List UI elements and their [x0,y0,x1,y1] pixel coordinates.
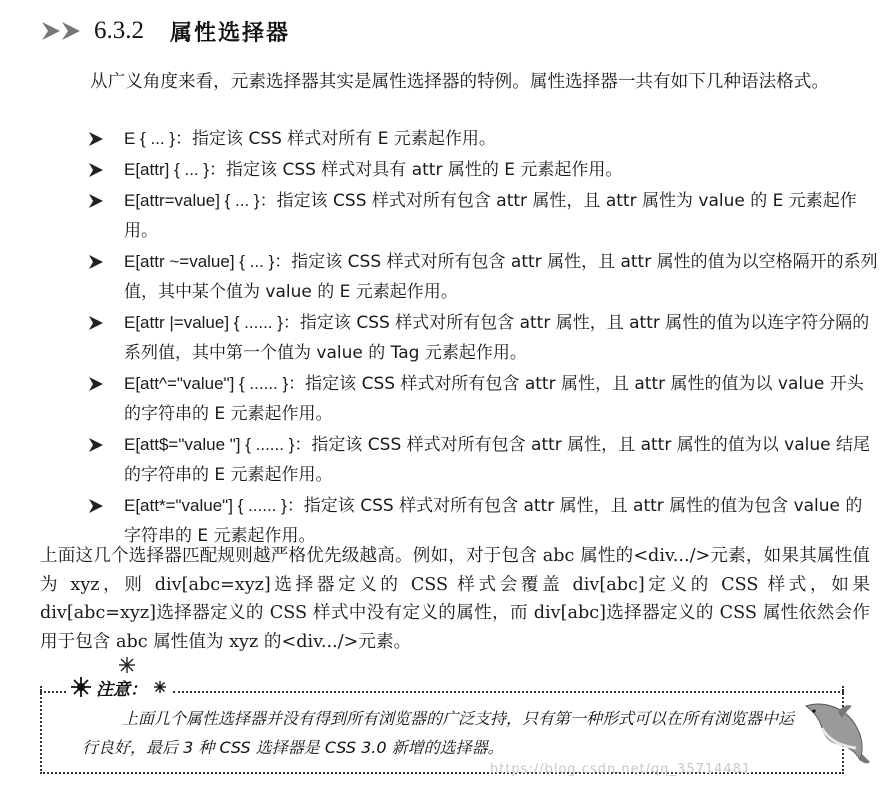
list-item [88,155,878,185]
list-item [88,430,878,490]
arrow-bullet-icon [88,437,104,453]
selector-syntax: E[attr=value] { ... } [124,191,260,210]
selector-desc: ：指定该 CSS 样式对所有包含 attr 属性，且 attr 属性的值为包含 value 的字符串的 E 元素起作用。 [124,496,863,546]
selector-desc: ：指定该 CSS 样式对所有包含 attr 属性，且 attr 属性的值为以空格隔开的系列值，其中某个值为 value 的 E 元素起作用。 [124,252,878,302]
double-chevron-icon [40,20,86,42]
note-label: 注意： [96,679,147,700]
selector-desc: ：指定该 CSS 样式对所有包含 attr 属性，且 attr 属性的值为以 value 开头的字符串的 E 元素起作用。 [124,374,864,424]
selector-list [88,124,878,551]
selector-syntax: E[attr] { ... } [124,160,210,179]
explanation-text: 上面这几个选择器匹配规则越严格优先级越高。例如，对于包含 abc 属性的<div.../>元素，如果其属性值为 xyz，则 div[abc=xyz]选择器定义的 CSS 样式会覆盖 div[abc]定义的 CSS 样式，如果 div[abc=xyz]选择器定义的 CSS 样式中没有定义的属性，而 div[abc]选择器定义的 CSS 属性依然会作用于包含 abc 属性值为 xyz 的<div.../>元素。 [40,546,870,652]
selector-desc: ：指定该 CSS 样式对所有包含 attr 属性，且 attr 属性的值为以连字符分隔的系列值，其中第一个值为 value 的 Tag 元素起作用。 [124,313,870,363]
section-number: 6.3.2 [94,17,144,44]
selector-syntax: E { ... } [124,129,176,148]
intro-text: 从广义角度来看，元素选择器其实是属性选择器的特例。属性选择器一共有如下几种语法格式。 [90,72,829,92]
selector-desc: ：指定该 CSS 样式对所有包含 attr 属性，且 attr 属性的值为以 value 结尾的字符串的 E 元素起作用。 [124,435,870,485]
arrow-bullet-icon [88,254,104,270]
section-heading [40,14,290,48]
list-item [88,308,878,368]
arrow-bullet-icon [88,315,104,331]
intro-paragraph [55,69,870,95]
selector-syntax: E[att*="value"] { ...... } [124,496,287,515]
selector-desc: ：指定该 CSS 样式对所有 E 元素起作用。 [175,129,496,149]
note-text: 上面几个属性选择器并没有得到所有浏览器的广泛支持，只有第一种形式可以在所有浏览器中运行良好，最后 3 种 CSS 选择器是 CSS 3.0 新增的选择器。 [82,709,795,757]
selector-syntax: E[attr ~=value] { ... } [124,252,275,271]
list-item [88,369,878,429]
explanation-paragraph [40,542,870,656]
list-item [88,186,878,246]
arrow-bullet-icon [88,131,104,147]
note-body [82,704,802,762]
section-title: 属性选择器 [170,20,291,46]
sparkle-icon [118,656,136,674]
selector-syntax: E[attr |=value] { ...... } [124,313,283,332]
arrow-bullet-icon [88,498,104,514]
selector-desc: ：指定该 CSS 样式对具有 attr 属性的 E 元素起作用。 [209,160,623,180]
list-item [88,247,878,307]
arrow-bullet-icon [88,162,104,178]
list-item [88,124,878,154]
selector-syntax: E[att$="value "] { ...... } [124,435,295,454]
watermark: https://blog.csdn.net/qq_35714481 [490,762,752,777]
selector-syntax: E[att^="value"] { ...... } [124,374,289,393]
arrow-bullet-icon [88,376,104,392]
arrow-bullet-icon [88,193,104,209]
selector-desc: ：指定该 CSS 样式对所有包含 attr 属性，且 attr 属性为 value 的 E 元素起作用。 [124,191,857,241]
dolphin-icon [798,698,870,768]
